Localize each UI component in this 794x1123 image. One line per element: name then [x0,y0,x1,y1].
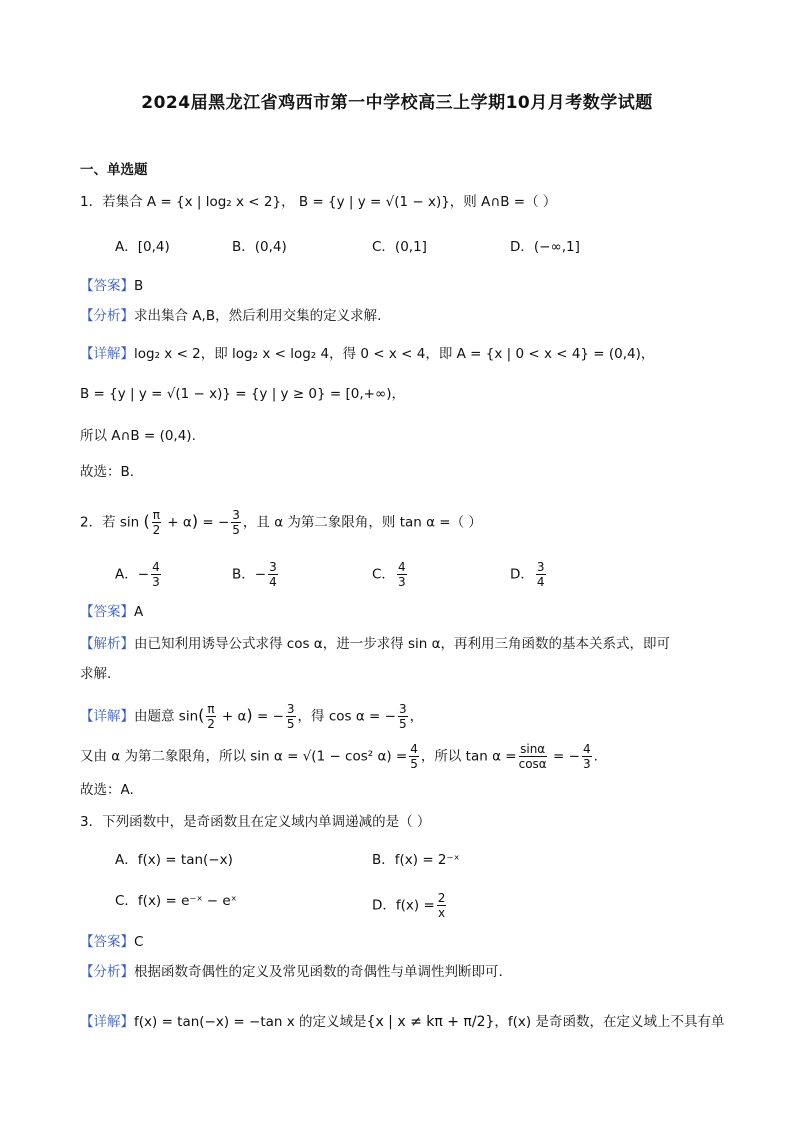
q3-option-a: A．f(x) = tan(−x) [115,852,233,868]
answer-tag: 【答案】 [80,934,134,950]
q2-value-3-5: $\frac{3}{5}$ [232,508,240,537]
q2-d1-plus-alpha: + α [217,708,247,725]
analysis-tag: 【分析】 [80,308,134,324]
q2-analysis-cont: 求解. [80,666,112,682]
q2-stem-post: ，且 α 为第二象限角，则 tan α =（ ） [242,514,482,531]
q2-option-b [232,560,280,589]
q2-d1-frac-3-5: $\frac{3}{5}$ [286,702,295,731]
q3-detail-post: ，f(x) 是奇函数，在定义域上不具有单 [494,1014,725,1030]
q2-option-d-num: 3 [536,560,545,574]
q2-option-b-sign: − [254,566,267,583]
q2-detail2-post: . [593,748,598,765]
q2-option-d-frac [536,560,546,589]
q2-analysis-text: 由已知利用诱导公式求得 cos α，进一步求得 sin α，再利用三角函数的基本关系式，即可 [134,636,671,652]
q2-option-d-den: 4 [536,575,545,589]
q1-answer-value: B [134,278,144,294]
q2-option-b-label: B． [232,566,255,583]
q2-option-d [510,560,548,589]
q2-option-a-sign: − [137,566,150,583]
q3-option-c: C．f(x) = e⁻ˣ − eˣ [115,893,237,909]
q2-option-d-label: D． [510,566,534,583]
q2-equals: = − [202,514,230,531]
analysis-tag: 【分析】 [80,964,134,980]
q2-option-b-num: 3 [269,560,277,574]
q2-d1-frac-3-5-b: $\frac{3}{5}$ [398,702,407,731]
q2-option-a-label: A． [115,566,138,583]
q2-detail2-mid: ，所以 tan α = [420,748,517,765]
q2-detail2-pre: 又由 α 为第二象限角，所以 sin α = √(1 − cos² α) = [80,748,408,765]
q2-option-a-den: 3 [152,575,160,589]
q2-conclusion: 故选：A. [80,782,134,798]
q2-option-c-frac [397,560,407,589]
q1-option-c: C．(0,1] [372,239,427,255]
detail-tag: 【详解】 [80,1014,134,1030]
q2-analysis [80,634,670,654]
q1-answer [80,276,143,296]
analysis-tag: 【解析】 [80,636,134,652]
q1-option-a: A．[0,4) [115,239,170,255]
q2-pi-over-2: $\frac{\pi}{2}$ [152,508,161,537]
q2-d1-eq: = − [252,708,284,725]
q2-d2-frac-4-5: $\frac{4}{5}$ [410,742,418,771]
q3-option-d-num: 2 [437,891,446,905]
q2-option-b-frac [268,560,278,589]
q3-option-d-text: D．f(x) = [372,897,435,914]
page-title: 2024届黑龙江省鸡西市第一中学校高三上学期10月月考数学试题 [141,93,653,113]
q3-answer [80,932,143,952]
q2-d2-eq: = − [548,748,580,765]
q2-answer-value: A [134,604,144,620]
q2-d1-comma: ， [409,708,424,725]
q3-detail-set: {x | x ≠ kπ + π/2} [366,1014,495,1030]
q2-detail1-pre: 由题意 sin [134,708,199,725]
q1-option-b: B．(0,4) [232,239,287,255]
q2-option-a [115,560,163,589]
q2-paren-close: ) [191,511,199,531]
q3-detail-pre: f(x) = tan(−x) = −tan x 的定义域是 [134,1014,367,1030]
q2-sin-arg: ( [143,511,150,531]
q2-option-c-num: 4 [397,560,406,574]
q2-option-c-den: 3 [397,575,406,589]
q2-d1-paren-open: ( [198,705,205,725]
q1-conclusion: 故选：B. [80,464,135,480]
q2-d1-pi-over-2: $\frac{\pi}{2}$ [207,702,215,731]
q3-analysis [80,962,503,982]
question-2-stem [80,508,482,537]
q2-plus-alpha: + α [163,514,192,531]
q3-option-b: B．f(x) = 2⁻ˣ [372,852,460,868]
question-1-stem: 1．若集合 A = {x | log₂ x < 2}， B = {y | y = √(1 − x)}，则 A∩B =（ ） [80,194,557,210]
q2-answer [80,602,143,622]
q3-answer-value: C [134,934,144,950]
q2-d1-paren-close: ) [246,705,253,725]
q3-option-d [372,891,448,920]
q1-analysis-text: 求出集合 A,B，然后利用交集的定义求解. [134,308,382,324]
q2-d2-frac-4-3: $\frac{4}{3}$ [582,742,591,771]
section-heading: 一、单选题 [80,162,148,178]
q2-option-b-den: 4 [269,575,277,589]
q1-option-d: D．(−∞,1] [510,239,580,255]
answer-tag: 【答案】 [80,278,134,294]
q1-detail-2: B = {y | y = √(1 − x)} = {y | y ≥ 0} = [0,+∞)， [80,386,405,402]
q1-detail-1 [80,344,654,364]
question-3-stem: 3．下列函数中，是奇函数且在定义域内单调递减的是（ ） [80,814,431,830]
q1-detail-text-1: log₂ x < 2，即 log₂ x < log₂ 4，得 0 < x < 4，即 A = {x | 0 < x < 4} = (0,4)， [134,346,655,362]
q2-detail-1 [80,702,423,731]
detail-tag: 【详解】 [80,346,134,362]
q2-option-c [372,560,409,589]
q2-stem-pre: 2．若 sin [80,514,140,531]
detail-tag: 【详解】 [80,708,134,725]
q3-analysis-text: 根据函数奇偶性的定义及常见函数的奇偶性与单调性判断即可. [134,964,503,980]
q2-d2-frac-sin-cos: $\frac{\sin\alpha}{\cos\alpha}$ [518,742,547,771]
q2-detail1-post: ，得 cos α = − [297,708,396,725]
q2-option-a-num: 4 [152,560,160,574]
q3-detail [80,1012,724,1032]
q1-analysis [80,306,381,326]
q3-option-d-frac [437,891,447,920]
q1-detail-3: 所以 A∩B = (0,4). [80,428,196,444]
answer-tag: 【答案】 [80,604,134,620]
q2-option-c-label: C． [372,566,395,583]
q3-option-d-den: x [438,906,446,920]
q2-detail-2 [80,742,598,771]
q2-option-a-frac [151,560,161,589]
